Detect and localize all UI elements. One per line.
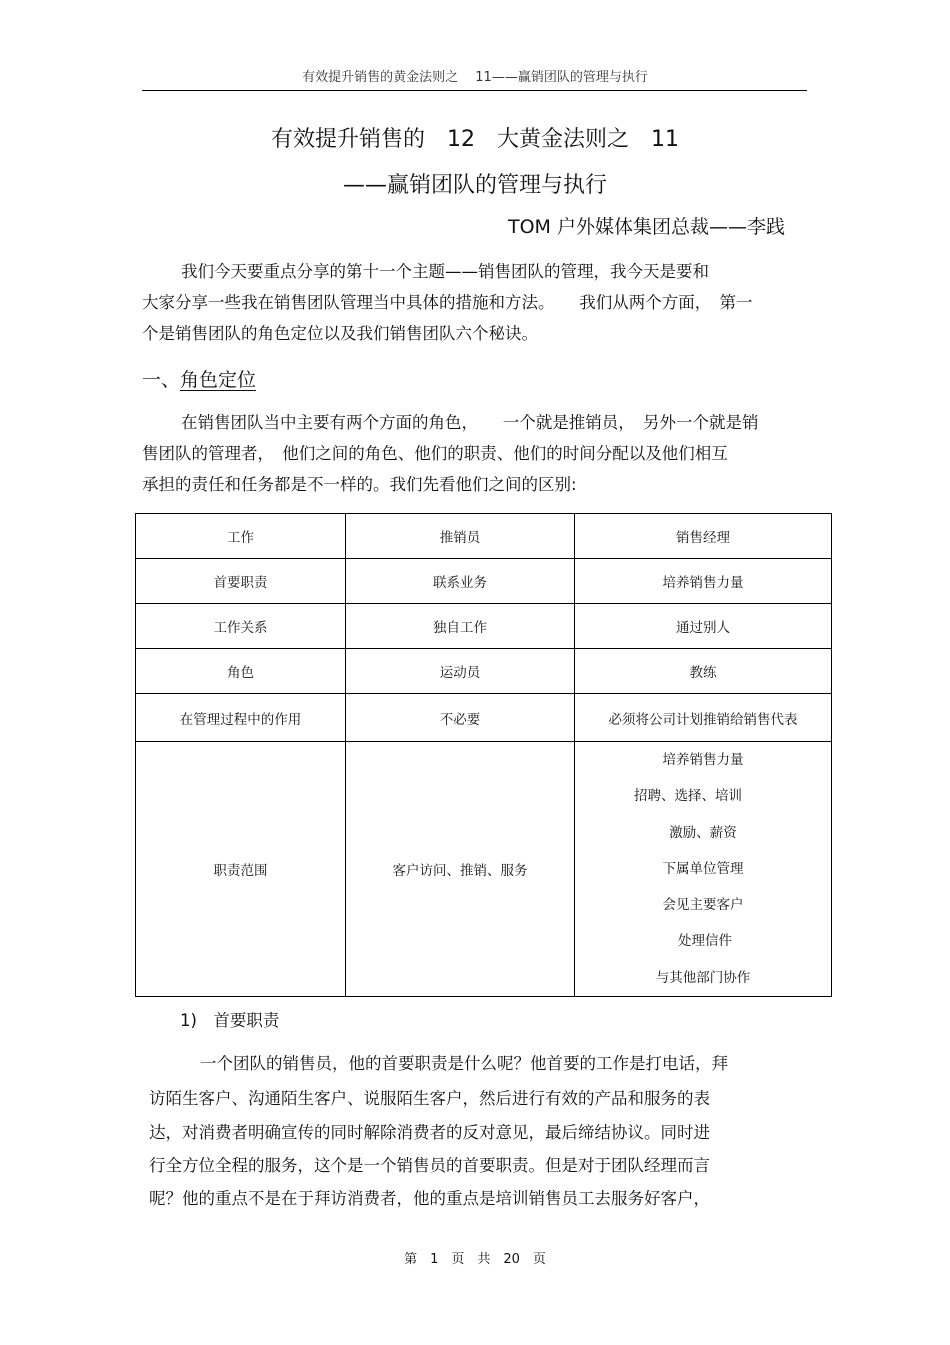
author-line: TOM 户外媒体集团总裁——李践 xyxy=(508,216,785,238)
document-subtitle: ——赢销团队的管理与执行 xyxy=(342,173,607,198)
table-cell: 客户访问、推销、服务 xyxy=(346,742,575,997)
running-header: 有效提升销售的黄金法则之 11——赢销团队的管理与执行 xyxy=(302,70,648,85)
role-line: 售团队的管理者， 他们之间的角色、他们的职责、他们的时间分配以及他们相互 xyxy=(142,444,728,463)
page-footer: 第 1 页 共 20 页 xyxy=(404,1252,546,1267)
table-cell: 首要职责 xyxy=(136,559,346,604)
list-item: 招聘、选择、培训 xyxy=(634,788,742,805)
table-row xyxy=(136,604,832,649)
role-line: 承担的责任和任务都是不一样的。我们先看他们之间的区别: xyxy=(142,475,577,494)
table-header-row xyxy=(136,514,832,559)
section-heading xyxy=(142,365,256,392)
body-line: 一个团队的销售员，他的首要职责是什么呢？他首要的工作是打电话，拜 xyxy=(200,1054,728,1073)
document-title: 有效提升销售的 12 大黄金法则之 11 xyxy=(271,127,679,152)
list-item: 激励、薪资 xyxy=(669,824,737,841)
section-title: 角色定位 xyxy=(180,369,257,391)
list-item: 培养销售力量 xyxy=(662,752,744,768)
body-line: 访陌生客户、沟通陌生客户、说服陌生客户，然后进行有效的产品和服务的表 xyxy=(149,1089,710,1108)
role-line: 在销售团队当中主要有两个方面的角色， 一个就是推销员， 另外一个就是销 xyxy=(181,413,759,432)
body-line: 呢？他的重点不是在于拜访消费者，他的重点是培训销售员工去服务好客户， xyxy=(149,1189,710,1208)
table-row xyxy=(136,559,832,604)
list-item: 与其他部门协作 xyxy=(655,969,751,986)
table-cell: 培养销售力量 xyxy=(575,559,832,604)
intro-line: 大家分享一些我在销售团队管理当中具体的措施和方法。 我们从两个方面， 第一 xyxy=(142,293,753,312)
list-item: 下属单位管理 xyxy=(662,860,744,877)
table-cell: 联系业务 xyxy=(346,559,575,604)
table-row xyxy=(136,694,832,742)
body-line: 达，对消费者明确宣传的同时解除消费者的反对意见，最后缔结协议。同时进 xyxy=(149,1123,710,1142)
table-cell: 必须将公司计划推销给销售代表 xyxy=(575,694,832,742)
intro-line: 我们今天要重点分享的第十一个主题——销售团队的管理，我今天是要和 xyxy=(181,262,709,281)
table-cell: 独自工作 xyxy=(346,604,575,649)
table-cell: 教练 xyxy=(575,649,832,694)
manager-scope-list xyxy=(575,742,831,996)
table-cell: 在管理过程中的作用 xyxy=(136,694,346,742)
table-cell: 工作关系 xyxy=(136,604,346,649)
table-header-cell: 推销员 xyxy=(346,514,575,559)
table-cell: 角色 xyxy=(136,649,346,694)
role-comparison-table xyxy=(135,513,832,997)
table-cell: 运动员 xyxy=(346,649,575,694)
table-cell: 不必要 xyxy=(346,694,575,742)
header-rule xyxy=(142,90,807,91)
section-number: 一、 xyxy=(142,369,181,391)
subsection-heading: 1) 首要职责 xyxy=(180,1011,280,1030)
list-item: 处理信件 xyxy=(678,933,732,950)
table-header-cell: 工作 xyxy=(136,514,346,559)
table-cell: 职责范围 xyxy=(136,742,346,997)
body-line: 行全方位全程的服务，这个是一个销售员的首要职责。但是对于团队经理而言 xyxy=(149,1156,710,1175)
list-item: 会见主要客户 xyxy=(662,897,744,914)
table-cell: 通过别人 xyxy=(575,604,832,649)
intro-line: 个是销售团队的角色定位以及我们销售团队六个秘诀。 xyxy=(142,324,538,343)
table-header-cell: 销售经理 xyxy=(575,514,832,559)
table-row-scope xyxy=(136,742,832,997)
table-row xyxy=(136,649,832,694)
manager-scope-cell xyxy=(575,742,832,997)
